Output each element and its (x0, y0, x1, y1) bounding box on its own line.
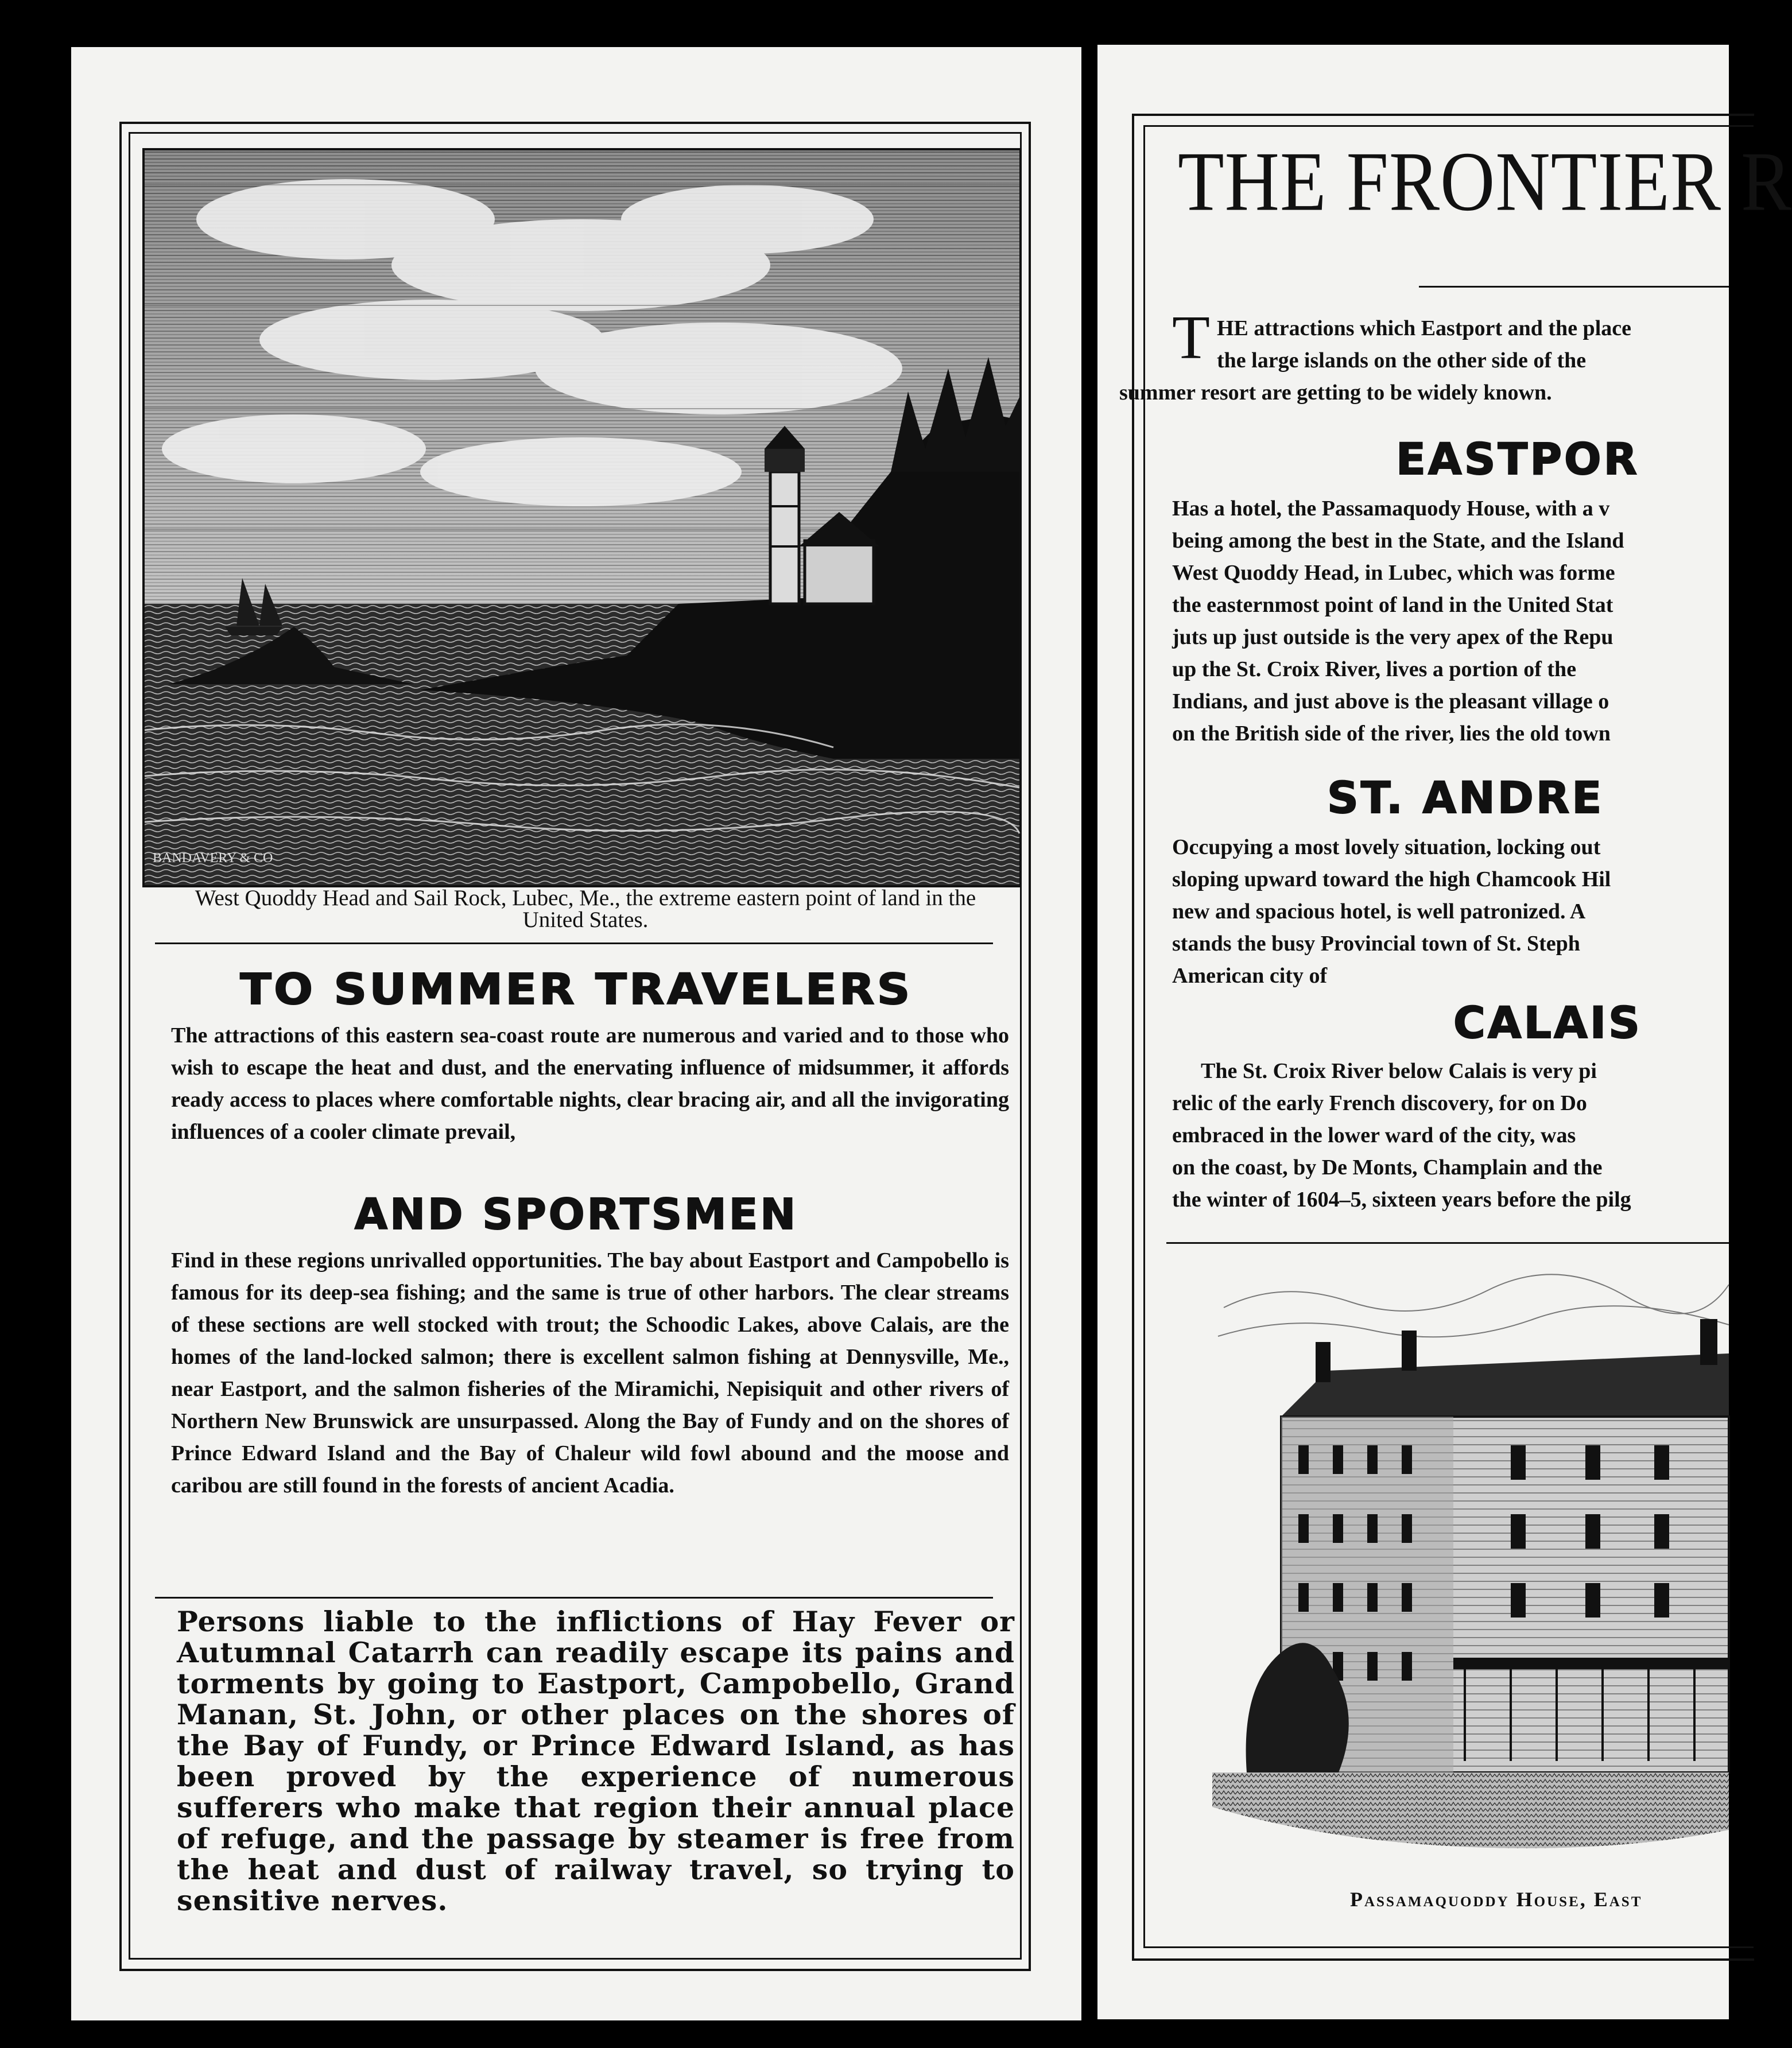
eastport-line: the easternmost point of land in the United Stat (1172, 593, 1613, 617)
st-andrews-paragraph (1172, 831, 1735, 992)
calais-paragraph (1172, 1055, 1735, 1216)
paragraph-summer-travelers: The attractions of this eastern sea-coast route are numerous and varied and to those who wish to escape the heat and dust, and the enervating influence of midsummer, it affords ready access to places where comfortable nights, clear bracing air, and all the invigorating influences of a cooler climate prevail, (171, 1023, 1009, 1144)
heading-eastport: EASTPOR (1396, 433, 1640, 484)
st-andrews-line: American city of (1172, 964, 1328, 988)
title-divider (1419, 286, 1729, 288)
eastport-line: West Quoddy Head, in Lubec, which was forme (1172, 561, 1615, 585)
caption-divider (155, 942, 993, 944)
heading-summer-travelers: TO SUMMER TRAVELERS (240, 965, 913, 1014)
eastport-line: on the British side of the river, lies the old town (1172, 722, 1611, 746)
eastport-line: up the St. Croix River, lives a portion of the (1172, 657, 1577, 681)
lighthouse-scene-svg (145, 150, 1019, 885)
hayfever-divider (155, 1597, 993, 1599)
heading-calais: CALAIS (1453, 997, 1642, 1048)
calais-line: The St. Croix River below Calais is very pi (1201, 1059, 1597, 1083)
page-title: THE FRONTIER R (1178, 134, 1792, 229)
st-andrews-line: Occupying a most lovely situation, locking out (1172, 835, 1601, 859)
paragraph-sportsmen: Find in these regions unrivalled opportunities. The bay about Eastport and Campobello is famous for its deep-sea fishing; and the same is true of other harbors. The clear streams of these sections are well stocked with trout; the Schoodic Lakes, above Calais, are the homes of the land-locked salmon; there is excellent salmon fishing at Dennysville, Me., near Eastport, and the salmon fisheries of the Miramichi, Nepisiquit and other rivers of Northern New Brunswick are unsurpassed. Along the Bay of Fundy and on the shores of Prince Edward Island and the Bay of Chaleur wild fowl abound and the moose and caribou are still found in the forests of ancient Acadia. (171, 1248, 1009, 1498)
eastport-paragraph (1172, 492, 1735, 750)
hotel-divider (1166, 1242, 1729, 1244)
lighthouse-engraving (142, 148, 1022, 887)
calais-line: the winter of 1604–5, sixteen years before the pilg (1172, 1188, 1631, 1212)
hotel-caption: Passamaquoddy House, East (1350, 1888, 1643, 1911)
hotel-scene-svg (1212, 1256, 1729, 1882)
intro-line: HE attractions which Eastport and the place (1216, 316, 1631, 340)
heading-st-andrews: ST. ANDRE (1327, 772, 1604, 823)
paragraph-hay-fever: Persons liable to the inflictions of Hay Fever or Autumnal Catarrh can readily escape its pains and torments by going to Eastport, Campobello, Grand Manan, St. John, or other places on the shores of the Bay of Fundy, or Prince Edward Island, as has been proved by the experience of numerous sufferers who make that region their annual place of refuge, and the passage by steamer is free from the heat and dust of railway travel, so trying to sensitive nerves. (177, 1605, 1015, 1917)
intro-paragraph (1119, 304, 1735, 409)
st-andrews-line: new and spacious hotel, is well patronized. A (1172, 899, 1586, 924)
right-page (1097, 45, 1792, 2019)
eastport-line: juts up just outside is the very apex of the Repu (1172, 625, 1613, 649)
drop-cap: T (1172, 304, 1210, 372)
eastport-line: Indians, and just above is the pleasant village o (1172, 689, 1609, 713)
left-page (71, 47, 1081, 2020)
st-andrews-line: sloping upward toward the high Chamcook Hil (1172, 867, 1611, 891)
illustration-caption: West Quoddy Head and Sail Rock, Lubec, Me., the extreme eastern point of land in the United States. (195, 886, 976, 932)
calais-line: on the coast, by De Monts, Champlain and the (1172, 1155, 1603, 1180)
calais-line: relic of the early French discovery, for on Do (1172, 1091, 1587, 1115)
calais-line: embraced in the lower ward of the city, was (1172, 1123, 1576, 1147)
st-andrews-line: stands the busy Provincial town of St. Steph (1172, 932, 1580, 956)
engraver-signature: BANDAVERY & CO (153, 851, 273, 866)
eastport-line: being among the best in the State, and the Island (1172, 529, 1624, 553)
intro-line: the large islands on the other side of the (1216, 348, 1587, 373)
hotel-engraving (1212, 1256, 1729, 1882)
intro-line: summer resort are getting to be widely known. (1119, 381, 1552, 405)
heading-sportsmen: AND SPORTSMEN (354, 1190, 798, 1239)
eastport-line: Has a hotel, the Passamaquody House, with a v (1172, 497, 1610, 521)
